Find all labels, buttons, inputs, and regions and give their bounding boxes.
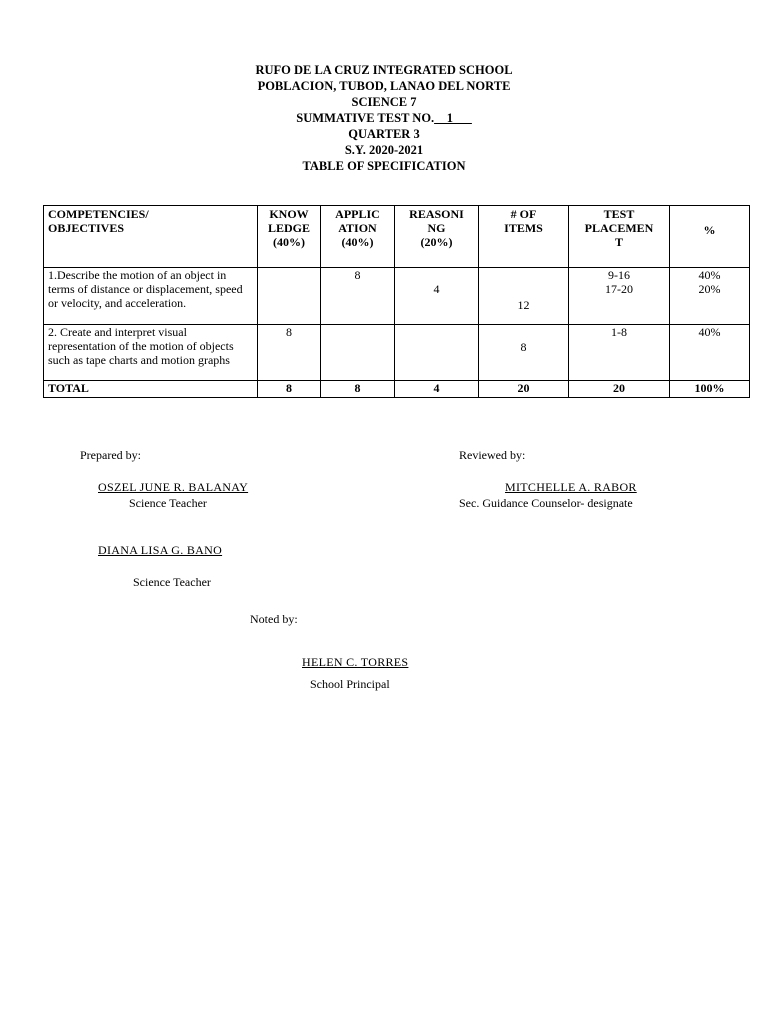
prepared-by-label: Prepared by: [80,448,141,462]
header-text: PLACEMEN [584,221,654,235]
noter-name: HELEN C. TORRES [302,655,409,669]
header-text: REASONI [409,207,464,221]
header-application [321,206,395,268]
preparer1-title: Science Teacher [129,496,207,510]
reviewer-title: Sec. Guidance Counselor- designate [459,496,633,510]
header-text: % [703,223,716,237]
reviewer-name: MITCHELLE A. RABOR [505,480,637,494]
header-text: KNOW [269,207,309,221]
header-items [479,206,569,268]
preparer2-title: Science Teacher [133,575,211,589]
reasoning-cell [395,325,479,381]
reasoning-cell [395,268,479,325]
table-header-row [44,206,750,268]
document-header [0,62,768,174]
percent-value: 20% [698,282,721,296]
percent-cell: 40% [670,325,750,381]
table-row [44,325,750,381]
header-text: TEST [603,207,635,221]
header-text: (40%) [273,235,305,249]
preparer2-name: DIANA LISA G. BANO [98,543,223,557]
noted-by-label: Noted by: [250,612,298,626]
objective-cell: 1.Describe the motion of an object in terms of distance or displacement, speed or velocity, and acceleration. [44,268,258,325]
percent-cell [670,268,750,325]
placement-cell: 1-8 [569,325,670,381]
total-percent: 100% [670,381,750,398]
items-cell [479,325,569,381]
total-row [44,381,750,398]
total-application: 8 [321,381,395,398]
knowledge-cell [258,268,321,325]
application-cell: 8 [321,268,395,325]
percent-value: 40% [698,268,721,282]
total-items: 20 [479,381,569,398]
school-address: POBLACION, TUBOD, LANAO DEL NORTE [257,79,511,93]
reasoning-value: 4 [433,282,440,296]
header-text: ITEMS [504,221,543,235]
knowledge-cell: 8 [258,325,321,381]
header-text: APPLIC [335,207,380,221]
header-text: OBJECTIVES [48,221,125,235]
total-knowledge: 8 [258,381,321,398]
table-row [44,268,750,325]
noter-title: School Principal [310,677,390,691]
test-number-line [0,110,768,126]
header-text: (20%) [420,235,453,249]
document-title: TABLE OF SPECIFICATION [302,159,466,173]
header-text: LEDGE [267,221,310,235]
application-cell [321,325,395,381]
quarter-label: QUARTER 3 [348,127,420,141]
items-cell [479,268,569,325]
preparer1-name: OSZEL JUNE R. BALANAY [98,480,249,494]
header-text: # OF [510,207,537,221]
placement-value: 17-20 [605,282,633,296]
subject-title: SCIENCE 7 [351,95,417,109]
header-knowledge [258,206,321,268]
school-name: RUFO DE LA CRUZ INTEGRATED SCHOOL [255,63,513,77]
items-value: 8 [520,340,527,354]
header-text: NG [427,221,446,235]
test-prefix: SUMMATIVE TEST NO. [296,111,435,125]
test-number: __1___ [434,111,472,125]
school-year: S.Y. 2020-2021 [344,143,424,157]
header-text: (40%) [341,235,374,249]
total-reasoning: 4 [395,381,479,398]
placement-value: 9-16 [608,268,630,282]
header-text: COMPETENCIES/ [48,207,149,221]
reviewed-by-label: Reviewed by: [459,448,526,462]
objective-cell: 2. Create and interpret visual representation of the motion of objects such as tape charts and motion graphs [44,325,258,381]
header-placement [569,206,670,268]
placement-cell [569,268,670,325]
header-reasoning [395,206,479,268]
items-value: 12 [517,298,530,312]
header-text: T [614,235,623,249]
header-text: ATION [338,221,377,235]
total-placement: 20 [569,381,670,398]
header-competencies [44,206,258,268]
header-percent [670,206,750,268]
specification-table [43,205,750,398]
total-label: TOTAL [44,381,258,398]
